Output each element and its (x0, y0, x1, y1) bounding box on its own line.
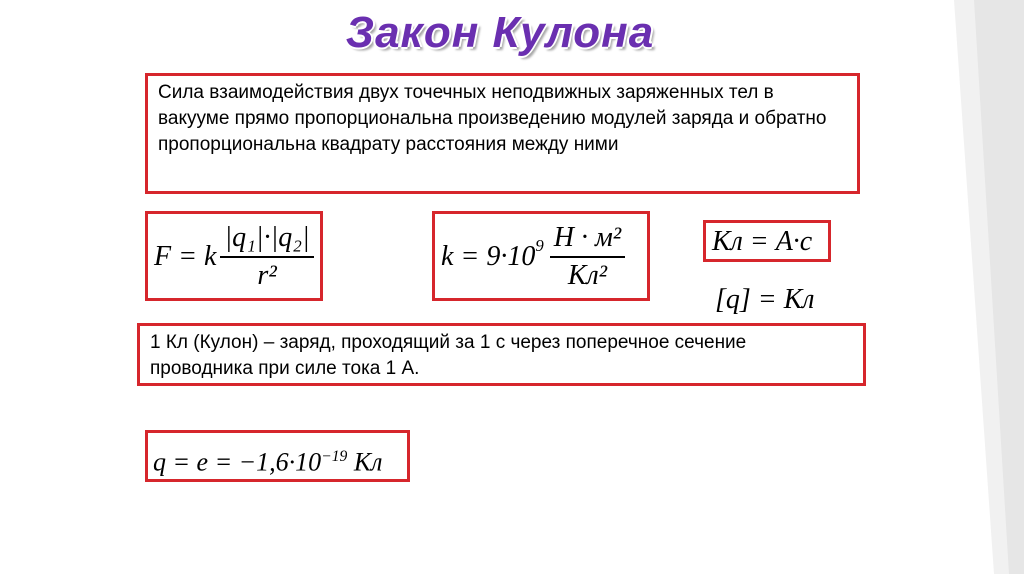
law-denominator: r² (257, 260, 277, 291)
definition-box (145, 73, 860, 194)
k-denominator: Кл² (567, 260, 608, 291)
law-numerator: |q₁|·|q₂| (220, 220, 313, 258)
elementary-charge-formula (153, 439, 382, 481)
law-fraction (220, 220, 313, 294)
page-fold-decoration (954, 0, 1024, 574)
coulomb-definition-box (137, 323, 866, 386)
constant-k-formula (441, 218, 625, 296)
elementary-lhs: q = e = −1,6·10 (153, 447, 322, 477)
k-fraction (550, 220, 625, 294)
elementary-charge-box (145, 430, 410, 482)
coulomb-law-formula-box (145, 211, 323, 301)
coulomb-definition-text: 1 Кл (Кулон) – заряд, проходящий за 1 с через поперечное сечение проводника при силе тока 1 А. (150, 332, 747, 379)
charge-unit-formula: [q] = Кл (715, 284, 815, 315)
elementary-exponent: −19 (321, 448, 348, 465)
k-lhs: k = 9·10 (441, 241, 536, 272)
constant-k-formula-box (432, 211, 650, 301)
elementary-unit: Кл (353, 447, 383, 477)
slide-title: Закон Кулона (345, 8, 655, 57)
law-lhs: F = k (154, 241, 217, 272)
k-exponent: 9 (535, 236, 544, 255)
unit-formula: Кл = А·с (712, 226, 813, 257)
k-numerator: Н · м² (550, 220, 625, 258)
coulomb-law-formula (154, 218, 314, 296)
definition-text: Сила взаимодействия двух точечных неподвижных заряженных тел в вакууме прямо пропорциональна произведению модулей заряда и обратно пропорциональна квадрату расстояния между ними (158, 82, 827, 155)
unit-formula-box (703, 220, 831, 262)
